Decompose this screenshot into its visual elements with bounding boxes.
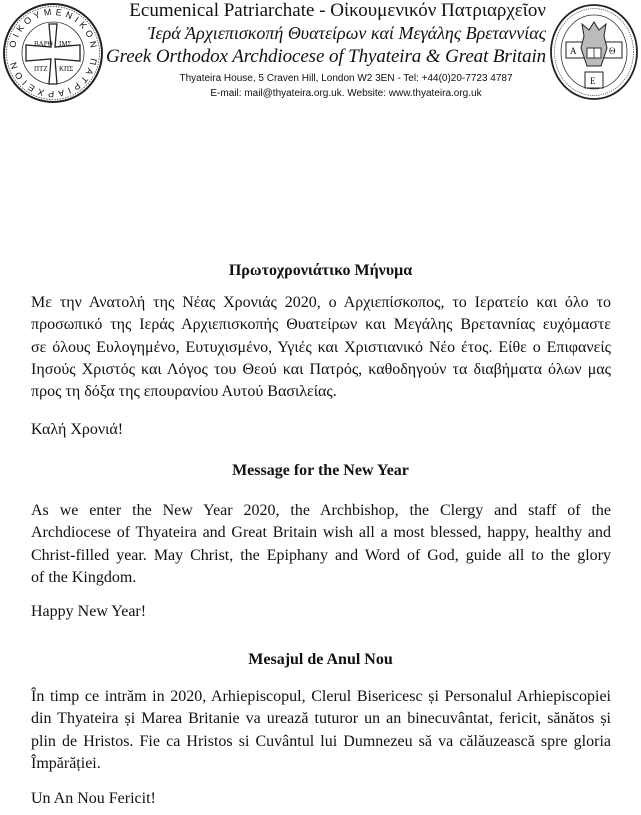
seal-letter-right: Θ (609, 46, 616, 56)
paragraph-line: As we enter the New Year 2020, the Archbishop, the Clergy and staff of the (31, 502, 611, 519)
greek-heading: Πρωτοχρονιάτικο Μήνυμα (228, 262, 413, 279)
paragraph-line: Archdiocese of Thyateira and Great Britain wish all a most blessed, happy, healthy and (31, 524, 611, 542)
greek-paragraph (31, 292, 611, 403)
seal-quadrant-br: ΚΠΣ (59, 65, 74, 73)
letterhead-address: Thyateira House, 5 Craven Hill, London W2 3EN - Tel: +44(0)20-7723 4787 (179, 73, 513, 84)
seal-quadrant-tr: ΙΜΣ (59, 40, 72, 48)
paragraph-line: Christ-filled year. May Christ, the Epiphany and Word of God, guide all to the glory (31, 546, 611, 564)
paragraph-line: În timp ce intrăm in 2020, Arhiepiscopul, Clerul Bisericesc și Personalul Arhiepiscopiei (31, 688, 611, 705)
seal-letter-bottom: Ε (590, 76, 596, 86)
paragraph-line: σε όλους Ευλογημένο, Ευτυχισμένο, Υγιές και Χριστιανικό Νέο έτος. Είθε ο Επιφανείς (31, 338, 611, 356)
paragraph-line: plin de Hristos. Fie ca Hristos si Cuvântul lui Dumnezeu să va călăuzească spre gloria (31, 732, 611, 750)
letterhead (106, 0, 546, 104)
archdiocese-seal-icon (549, 2, 639, 102)
english-closing: Happy New Year! (31, 603, 147, 620)
romanian-heading: Mesajul de Anul Nou (248, 651, 393, 668)
paragraph-line: din Thyateira și Marea Britanie va urează tuturor un an binecuvântat, fericit, sănătos și (31, 710, 611, 728)
paragraph-line: of the Kingdom. (31, 568, 137, 586)
paragraph-line: προσωπικό της Ιεράς Αρχιεπισκοπής Θυατείρων και Μεγάλης Βρετανníας ευχόμαστε (31, 316, 611, 334)
romanian-closing: Un An Nou Fericit! (31, 790, 156, 807)
seal-ring-text: ΟΙΚΟΥΜΕΝΙΚΟΝ ΠΑΤΡΙΑΡΧΕΙΟΝ (7, 6, 100, 100)
paragraph-line: Împărăției. (31, 754, 101, 772)
paragraph-line: Με την Ανατολή της Νέας Χρονιάς 2020, ο Αρχιεπίσκοπος, το Ιερατείο και όλο το (31, 294, 611, 311)
english-heading: Message for the New Year (232, 462, 409, 479)
english-paragraph (31, 500, 611, 589)
romanian-paragraph (31, 686, 611, 775)
paragraph-line: Ιησούς Χριστός και Λόγος του Θεού και Πατρός, καθοδηγούν τα διαβήματα όλων μας (31, 360, 611, 378)
letterhead-patriarchate: Ecumenical Patriarchate - Οἰκουμενικόν Πατριαρχεῖον (129, 0, 546, 21)
ecumenical-patriarchate-seal-icon (2, 2, 104, 104)
letterhead-archdiocese-english: Greek Orthodox Archdiocese of Thyateira & Great Britain (106, 46, 547, 67)
seal-quadrant-tl: ΒΑΡΘ (34, 40, 53, 48)
greek-closing: Καλή Χρονιά! (31, 421, 124, 438)
paragraph-line: προς τη δόξα της επουρανίου Αυτού Βασιλείας. (31, 383, 337, 401)
seal-quadrant-bl: ΠΤΖ (34, 65, 48, 73)
letterhead-archdiocese-greek: Ἱερά Ἀρχιεπισκοπή Θυατείρων καί Μεγάλης Βρεταννίας (147, 23, 546, 43)
letterhead-contact: E-mail: mail@thyateira.org.uk. Website: www.thyateira.org.uk (210, 88, 482, 99)
seal-letter-left: Α (570, 46, 577, 56)
